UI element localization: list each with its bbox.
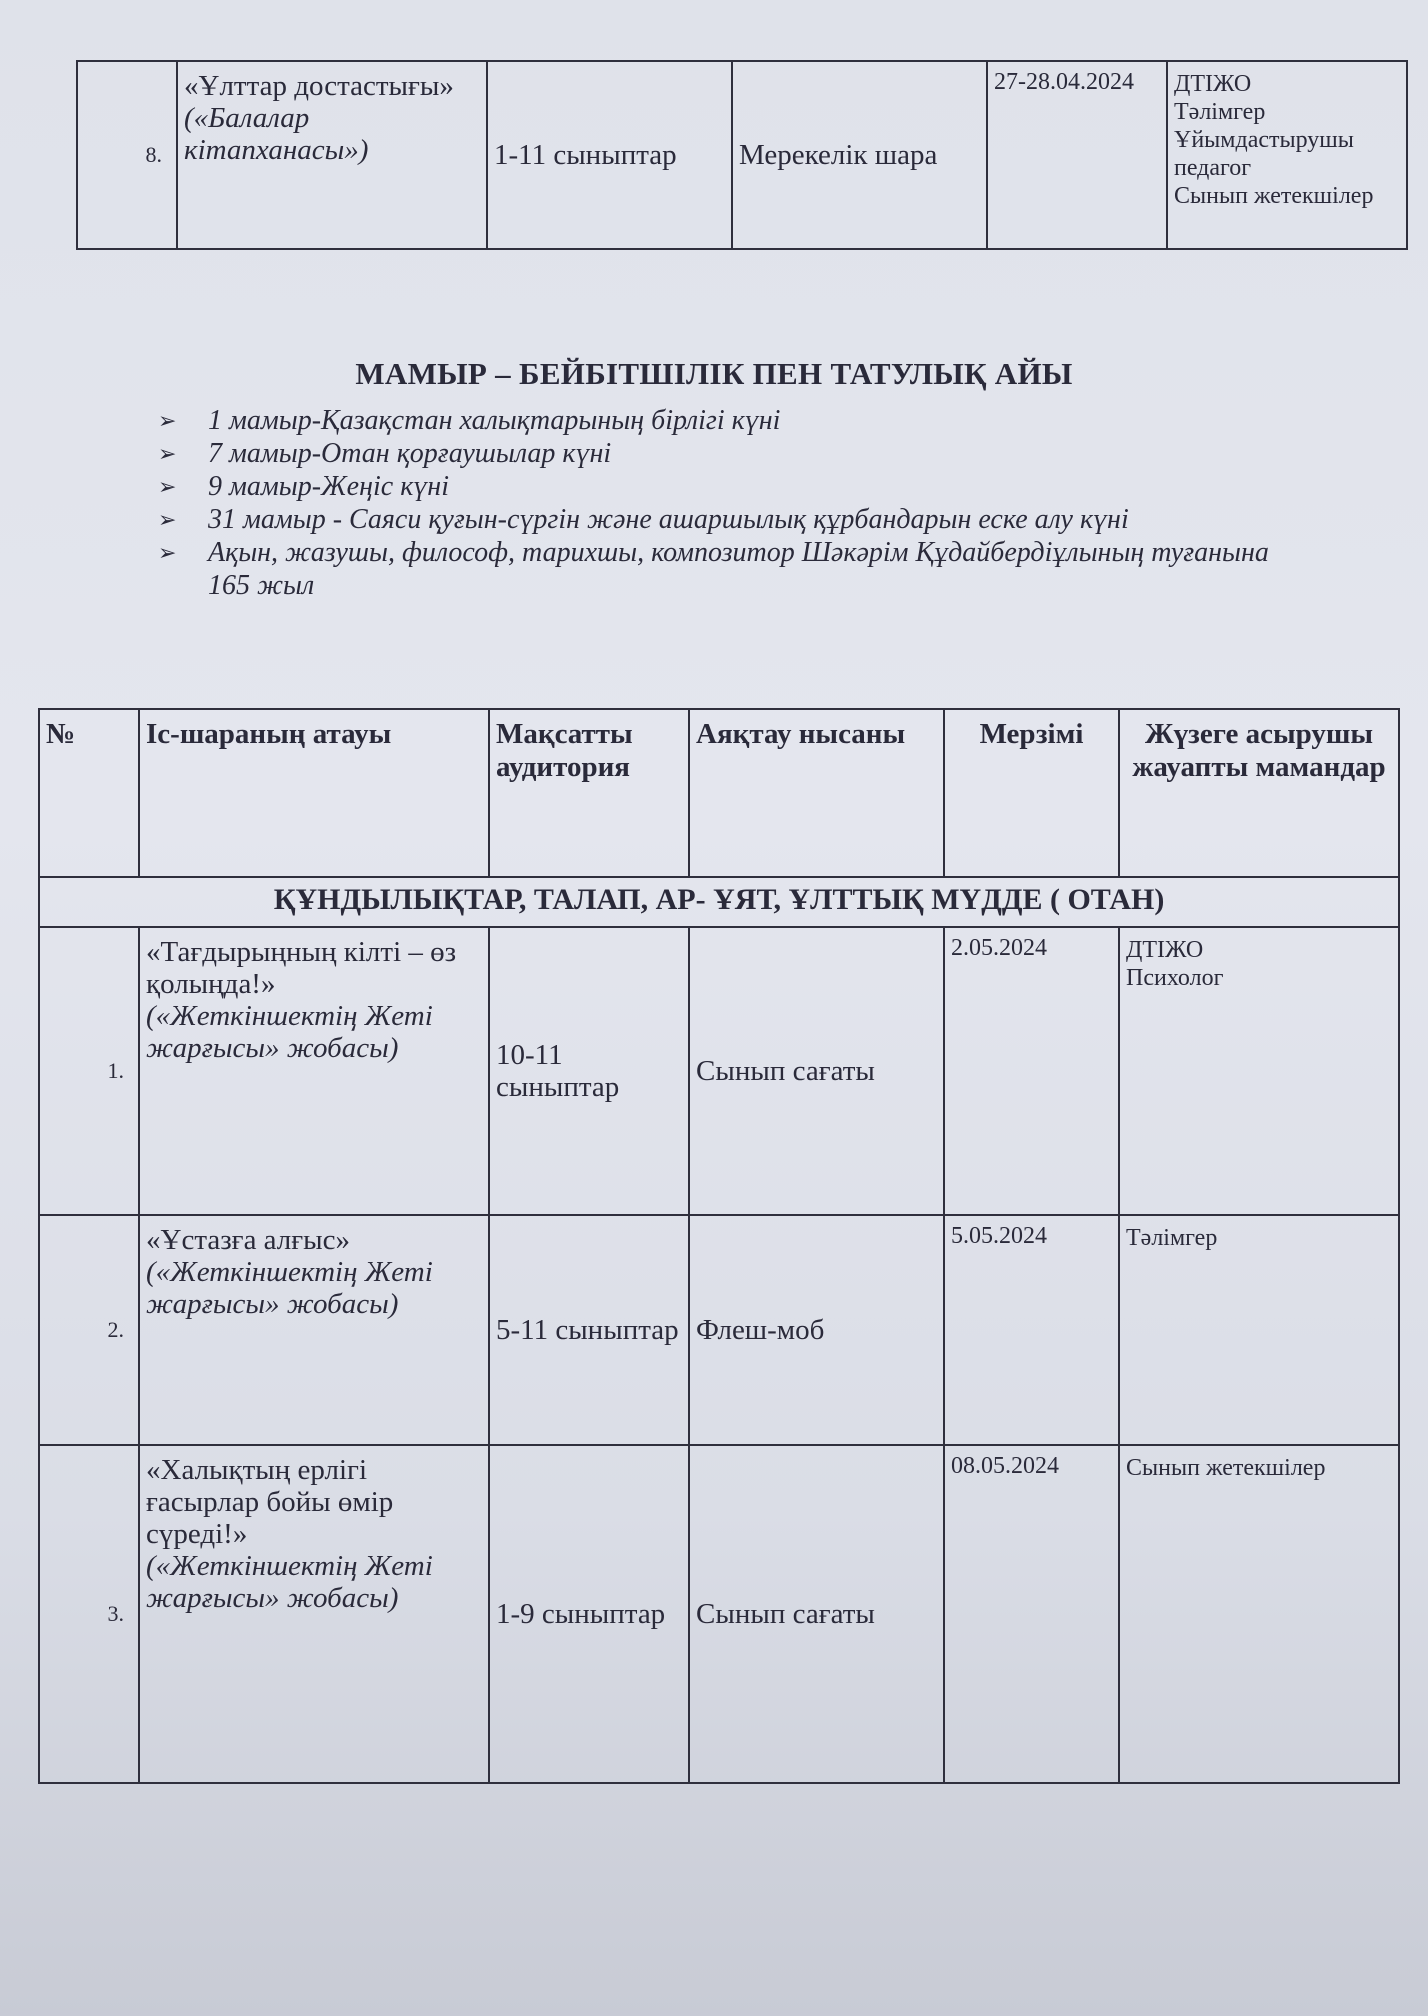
row-number: 2. xyxy=(39,1215,139,1445)
event-title-main: «Халықтың ерлігі ғасырлар бойы өмір сүреді!» xyxy=(146,1454,394,1550)
responsible-staff xyxy=(1119,1215,1399,1445)
arrow-bullet-icon: ➢ xyxy=(158,507,177,532)
completion-form: Флеш-моб xyxy=(689,1215,944,1445)
event-title xyxy=(177,61,487,249)
responsible-item: ДТІЖО xyxy=(1174,71,1252,97)
table-row xyxy=(39,1215,1399,1445)
event-title-main: «Ұлттар достастығы» xyxy=(184,70,454,102)
event-title-sub: («Жеткіншектің Жеті жарғысы» жобасы) xyxy=(146,1550,433,1614)
target-audience: 1-11 сыныптар xyxy=(487,61,732,249)
event-title xyxy=(139,1215,489,1445)
responsible-item: Тәлімгер xyxy=(1174,99,1266,125)
list-item: ➢ Ақын, жазушы, философ, тарихшы, композитор Шәкәрім Құдайбердіұлының туғанына 165 жыл xyxy=(158,537,1269,601)
arrow-bullet-icon: ➢ xyxy=(158,408,177,433)
event-title-main: «Тағдырыңның кілті – өз қолыңда!» xyxy=(146,936,457,1000)
table-row xyxy=(39,1445,1399,1783)
row-number: 8. xyxy=(77,61,177,249)
top-continuation-table xyxy=(76,60,1408,250)
list-item: ➢ 7 мамыр-Отан қорғаушылар күні xyxy=(158,438,612,469)
completion-form: Сынып сағаты xyxy=(689,1445,944,1783)
section-row xyxy=(39,877,1399,927)
arrow-bullet-icon: ➢ xyxy=(158,540,177,565)
header-responsible: Жүзеге асырушы жауапты мамандар xyxy=(1119,709,1399,877)
list-item: ➢ 1 мамыр-Қазақстан халықтарының бірлігі күні xyxy=(158,405,781,436)
event-title xyxy=(139,1445,489,1783)
arrow-bullet-icon: ➢ xyxy=(158,474,177,499)
event-title-main: «Ұстазға алғыс» xyxy=(146,1224,351,1256)
event-title xyxy=(139,927,489,1215)
events-table xyxy=(38,708,1400,1784)
arrow-bullet-icon: ➢ xyxy=(158,441,177,466)
month-heading: МАМЫР – БЕЙБІТШІЛІК ПЕН ТАТУЛЫҚ АЙЫ xyxy=(355,356,1073,391)
responsible-item: Ұйымдастырушы педагог xyxy=(1174,127,1354,181)
event-date: 08.05.2024 xyxy=(944,1445,1119,1783)
target-audience: 5-11 сыныптар xyxy=(489,1215,689,1445)
section-title: ҚҰНДЫЛЫҚТАР, ТАЛАП, АР- ҰЯТ, ҰЛТТЫҚ МҮДДЕ ( ОТАН) xyxy=(39,877,1399,927)
event-date: 2.05.2024 xyxy=(944,927,1119,1215)
target-audience: 1-9 сыныптар xyxy=(489,1445,689,1783)
completion-form: Мерекелік шара xyxy=(732,61,987,249)
header-number: № xyxy=(39,709,139,877)
row-number: 3. xyxy=(39,1445,139,1783)
dates-list xyxy=(150,404,1270,602)
list-item: ➢ 31 мамыр - Саяси қуғын-сүргін және ашаршылық құрбандарын еске алу күні xyxy=(158,504,1129,535)
responsible-staff xyxy=(1119,1445,1399,1783)
event-date: 27-28.04.2024 xyxy=(987,61,1167,249)
responsible-staff xyxy=(1119,927,1399,1215)
row-number: 1. xyxy=(39,927,139,1215)
table-row xyxy=(77,61,1407,249)
header-audience: Мақсатты аудитория xyxy=(489,709,689,877)
responsible-item: Тәлімгер xyxy=(1126,1225,1218,1251)
table-header-row xyxy=(39,709,1399,877)
responsible-staff xyxy=(1167,61,1407,249)
event-title-sub: («Жеткіншектің Жеті жарғысы» жобасы) xyxy=(146,1256,433,1320)
header-title: Іс-шараның атауы xyxy=(139,709,489,877)
responsible-item: Сынып жетекшілер xyxy=(1126,1455,1326,1481)
completion-form: Сынып сағаты xyxy=(689,927,944,1215)
event-date: 5.05.2024 xyxy=(944,1215,1119,1445)
table-row xyxy=(39,927,1399,1215)
target-audience: 10-11 сыныптар xyxy=(489,927,689,1215)
header-form: Аяқтау нысаны xyxy=(689,709,944,877)
list-item: ➢ 9 мамыр-Жеңіс күні xyxy=(158,471,449,502)
responsible-item: ДТІЖО xyxy=(1126,937,1204,963)
event-title-sub: («Жеткіншектің Жеті жарғысы» жобасы) xyxy=(146,1000,433,1064)
header-date: Мерзімі xyxy=(944,709,1119,877)
responsible-item: Психолог xyxy=(1126,965,1224,991)
event-title-sub: («Балалар кітапханасы») xyxy=(184,102,369,166)
responsible-item: Сынып жетекшілер xyxy=(1174,183,1374,209)
